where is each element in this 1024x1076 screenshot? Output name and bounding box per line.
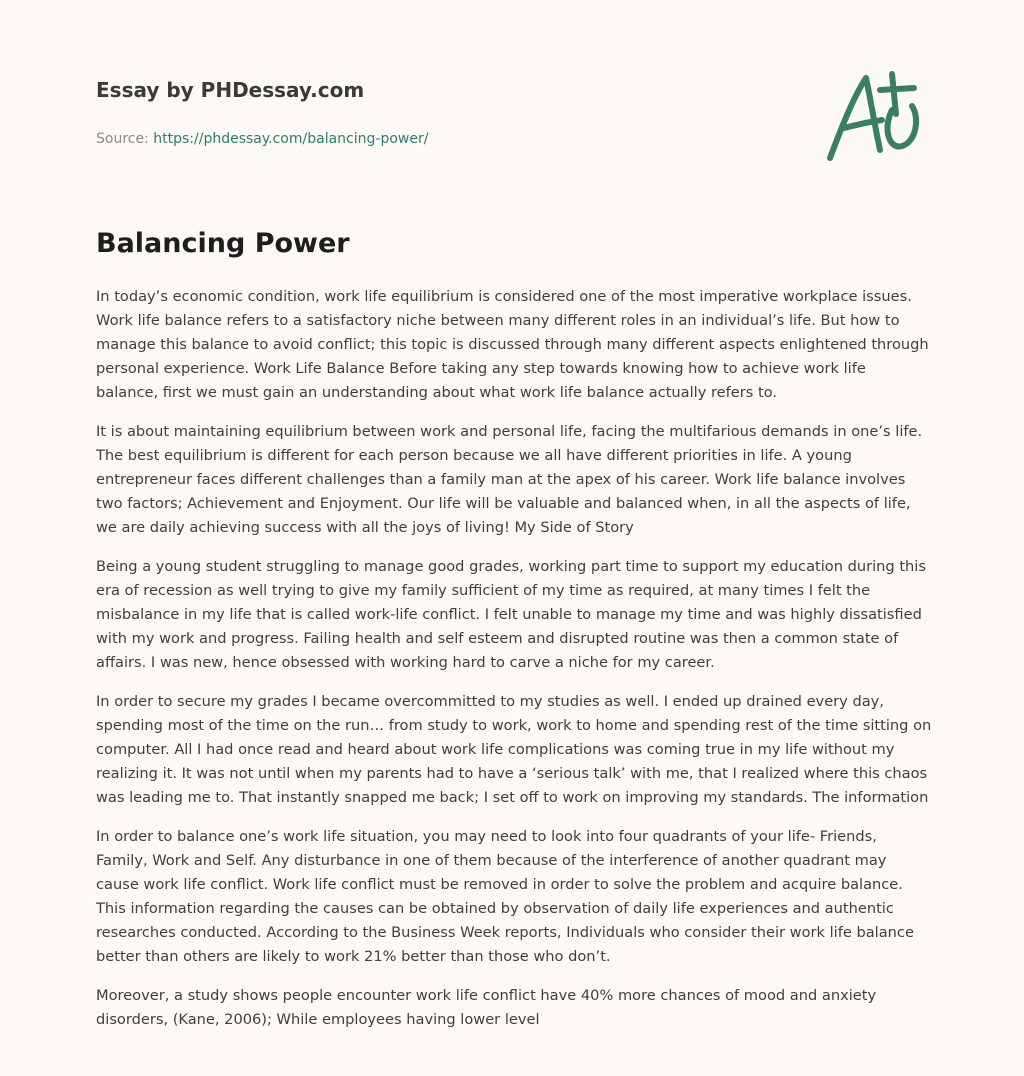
- essay-paragraph: In order to secure my grades I became overcommitted to my studies as well. I ended up drained every day, spending most of the time on the run… from study to work, work to home and spending rest of the time sitting on computer. All I had once read and heard about work life complications was coming true in my life without my realizing it. It was not until when my parents had to have a ‘serious talk’ with me, that I realized where this chaos was leading me to. That instantly snapped me back; I set off to work on improving my standards. The information: [96, 693, 932, 806]
- essay-paragraph: It is about maintaining equilibrium between work and personal life, facing the multifarious demands in one’s life. The best equilibrium is different for each person because we all have different priorities in life. A young entrepreneur faces different challenges than a family man at the apex of his career. Work life balance involves two factors; Achievement and Enjoyment. Our life will be valuable and balanced when, in all the aspects of life, we are daily achieving success with all the joys of living! My Side of Story: [96, 423, 923, 536]
- page-header: [96, 76, 428, 148]
- essay-paragraph: In order to balance one’s work life situation, you may need to look into four quadrants of your life- Friends, Family, Work and Self. Any disturbance in one of them because of the interference of another quadrant may cause work life conflict. Work life conflict must be removed in order to solve the problem and acquire balance. This information regarding the causes can be obtained by observation of daily life experiences and authentic researches conducted. According to the Business Week reports, Individuals who consider their work life balance better than others are likely to work 21% better than those who don’t.: [96, 828, 914, 965]
- source-label: Source:: [96, 131, 154, 147]
- essay-body: [96, 285, 932, 1047]
- essay-title: Balancing Power: [96, 228, 350, 259]
- essay-paragraph: Moreover, a study shows people encounter work life conflict have 40% more chances of mood and anxiety disorders, (Kane, 2006); While employees having lower level: [96, 987, 877, 1028]
- site-title: Essay by PHDessay.com: [96, 78, 365, 102]
- source-line: [96, 130, 428, 148]
- essay-paragraph: Being a young student struggling to manage good grades, working part time to support my education during this era of recession as well trying to give my family sufficient of my time as required, at many times I felt the misbalance in my life that is called work-life conflict. I felt unable to manage my time and was highly dissatisfied with my work and progress. Failing health and self esteem and disrupted routine was then a common state of affairs. I was new, hence obsessed with working hard to carve a niche for my career.: [96, 558, 926, 671]
- a-plus-logo-icon: [820, 66, 930, 166]
- source-link[interactable]: https://phdessay.com/balancing-power/: [153, 131, 429, 147]
- essay-paragraph: In today’s economic condition, work life equilibrium is considered one of the most imperative workplace issues. Work life balance refers to a satisfactory niche between many different roles in an individual’s life. But how to manage this balance to avoid conflict; this topic is discussed through many different aspects enlightened through personal experience. Work Life Balance Before taking any step towards knowing how to achieve work life balance, first we must gain an understanding about what work life balance actually refers to.: [96, 288, 929, 401]
